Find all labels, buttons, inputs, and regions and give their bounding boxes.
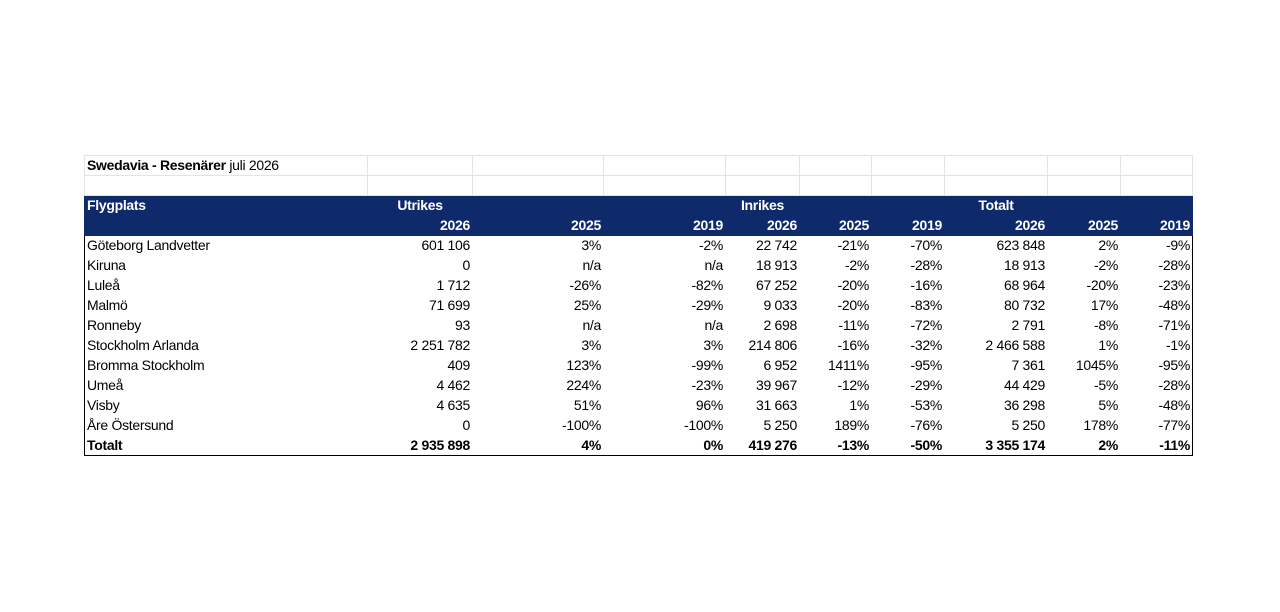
table-row <box>85 256 1193 276</box>
cell-utrikes-2026[interactable]: 4 635 <box>368 396 473 416</box>
header-utrikes-2019[interactable]: 2019 <box>604 216 726 236</box>
cell-utrikes-2019[interactable]: 0% <box>604 436 726 456</box>
cell-totalt-2025[interactable]: 2% <box>1048 436 1121 456</box>
cell-inrikes-2026[interactable]: 9 033 <box>726 296 800 316</box>
header-utrikes-2026[interactable]: 2026 <box>368 216 473 236</box>
title-bold: Swedavia - Resenärer <box>87 157 226 173</box>
header-totalt[interactable]: Totalt <box>945 196 1048 216</box>
cell-inrikes-2019[interactable]: -76% <box>910 417 942 433</box>
cell-inrikes-2026[interactable]: 419 276 <box>726 436 800 456</box>
cell-utrikes-2025[interactable]: 25% <box>573 297 601 313</box>
cell-inrikes-2019[interactable]: -32% <box>872 336 945 356</box>
cell-airport-name[interactable]: Stockholm Arlanda <box>85 336 368 356</box>
cell-airport-name[interactable]: Malmö <box>85 296 368 316</box>
cell-utrikes-2025[interactable]: 51% <box>573 397 601 413</box>
cell-inrikes-2019[interactable]: -72% <box>910 317 942 333</box>
cell-inrikes-2025[interactable]: -11% <box>838 317 869 333</box>
header-utrikes-2025[interactable]: 2025 <box>473 216 604 236</box>
cell-inrikes-2025[interactable]: -21% <box>837 237 869 253</box>
cell-utrikes-2019[interactable]: n/a <box>704 317 723 333</box>
cell-utrikes-2019[interactable]: -82% <box>691 277 723 293</box>
blank-row <box>85 176 1193 196</box>
cell-totalt-2026[interactable]: 68 964 <box>945 276 1048 296</box>
table-row <box>85 276 1193 296</box>
cell-totalt-2019[interactable]: -23% <box>1121 276 1193 296</box>
cell-utrikes-2025[interactable]: n/a <box>582 257 601 273</box>
cell-totalt-2026[interactable]: 623 848 <box>945 236 1048 256</box>
cell-totalt-2019[interactable]: -1% <box>1121 336 1193 356</box>
cell-inrikes-2025[interactable]: 1411% <box>827 357 869 373</box>
cell-utrikes-2025[interactable]: -26% <box>569 277 601 293</box>
passenger-table <box>84 155 1193 456</box>
table-row <box>85 336 1193 356</box>
cell-totalt-2019[interactable]: -9% <box>1121 236 1193 256</box>
cell-utrikes-2025[interactable]: 4% <box>473 436 604 456</box>
cell-utrikes-2026[interactable]: 601 106 <box>368 236 473 256</box>
table-row <box>85 296 1193 316</box>
cell-inrikes-2025[interactable]: -16% <box>800 336 872 356</box>
cell-utrikes-2025[interactable]: 3% <box>473 336 604 356</box>
cell-totalt-2019[interactable]: -48% <box>1121 396 1193 416</box>
total-row <box>85 436 1193 456</box>
cell-totalt-2026[interactable]: 44 429 <box>945 376 1048 396</box>
cell-inrikes-2026[interactable]: 39 967 <box>726 376 800 396</box>
cell-utrikes-2025[interactable]: 123% <box>566 357 601 373</box>
cell-inrikes-2026[interactable]: 18 913 <box>726 256 800 276</box>
header-airport[interactable]: Flygplats <box>85 196 368 216</box>
cell-inrikes-2025[interactable]: -2% <box>845 257 869 273</box>
cell-inrikes-2025[interactable]: -20% <box>837 277 869 293</box>
cell-utrikes-2019[interactable]: -99% <box>691 357 723 373</box>
cell-totalt-2025[interactable]: -20% <box>1086 277 1118 293</box>
cell-utrikes-2019[interactable]: -2% <box>699 237 723 253</box>
cell-utrikes-2019[interactable]: 3% <box>604 336 726 356</box>
cell-inrikes-2026[interactable]: 6 952 <box>726 356 800 376</box>
cell-utrikes-2026[interactable]: 93 <box>368 316 473 336</box>
cell-totalt-2026[interactable]: 2 791 <box>945 316 1048 336</box>
cell-utrikes-2026[interactable]: 0 <box>368 416 473 436</box>
cell-totalt-2026[interactable]: 36 298 <box>945 396 1048 416</box>
cell-totalt-2025[interactable]: 5% <box>1098 397 1118 413</box>
cell-inrikes-2025[interactable]: -12% <box>837 377 869 393</box>
cell-totalt-2026[interactable]: 5 250 <box>945 416 1048 436</box>
cell-inrikes-2019[interactable]: -53% <box>910 397 942 413</box>
cell-airport-name[interactable]: Åre Östersund <box>85 416 368 436</box>
table-row <box>85 376 1193 396</box>
cell-utrikes-2026[interactable]: 409 <box>368 356 473 376</box>
cell-totalt-2026[interactable]: 18 913 <box>945 256 1048 276</box>
cell-airport-name[interactable]: Luleå <box>85 276 368 296</box>
table-row <box>85 316 1193 336</box>
header-inrikes-2025[interactable]: 2025 <box>800 216 872 236</box>
cell-inrikes-2026[interactable]: 214 806 <box>726 336 800 356</box>
cell-inrikes-2026[interactable]: 31 663 <box>726 396 800 416</box>
cell-airport-name[interactable]: Bromma Stockholm <box>85 356 368 376</box>
header-row-2 <box>85 216 1193 236</box>
cell-inrikes-2025[interactable]: -20% <box>837 297 869 313</box>
cell-utrikes-2026[interactable]: 2 935 898 <box>368 436 473 456</box>
cell-inrikes-2019[interactable]: -83% <box>910 297 942 313</box>
cell-airport-name[interactable]: Ronneby <box>85 316 368 336</box>
cell-totalt-2019[interactable]: -11% <box>1121 436 1193 456</box>
cell-airport-name[interactable]: Göteborg Landvetter <box>85 236 368 256</box>
cell-totalt-2025[interactable]: -5% <box>1094 377 1118 393</box>
cell-utrikes-2019[interactable]: n/a <box>704 257 723 273</box>
header-inrikes-2019[interactable]: 2019 <box>872 216 945 236</box>
header-row-1 <box>85 196 1193 216</box>
cell-utrikes-2019[interactable]: -23% <box>691 377 723 393</box>
header-totalt-2026[interactable]: 2026 <box>945 216 1048 236</box>
cell-utrikes-2025[interactable]: 224% <box>566 377 601 393</box>
cell-utrikes-2026[interactable]: 4 462 <box>368 376 473 396</box>
cell-utrikes-2026[interactable]: 1 712 <box>368 276 473 296</box>
table-row <box>85 356 1193 376</box>
header-utrikes[interactable]: Utrikes <box>368 196 473 216</box>
cell-utrikes-2025[interactable]: 3% <box>581 237 601 253</box>
cell-utrikes-2026[interactable]: 2 251 782 <box>368 336 473 356</box>
cell-totalt-2019[interactable]: -48% <box>1121 296 1193 316</box>
cell-utrikes-2025[interactable]: n/a <box>582 317 601 333</box>
cell-totalt-2025[interactable]: 178% <box>1083 417 1118 433</box>
sheet-title[interactable] <box>85 156 368 176</box>
cell-totalt-2025[interactable]: 17% <box>1090 297 1118 313</box>
cell-inrikes-2026[interactable]: 67 252 <box>726 276 800 296</box>
cell-utrikes-2026[interactable]: 0 <box>368 256 473 276</box>
cell-utrikes-2019[interactable]: -29% <box>691 297 723 313</box>
cell-inrikes-2019[interactable]: -16% <box>910 277 942 293</box>
table-row <box>85 236 1193 256</box>
cell-totalt-2026[interactable]: 7 361 <box>945 356 1048 376</box>
cell-airport-name[interactable]: Totalt <box>85 436 368 456</box>
header-totalt-2025[interactable]: 2025 <box>1048 216 1121 236</box>
cell-inrikes-2025[interactable]: 189% <box>834 417 869 433</box>
cell-totalt-2019[interactable]: -77% <box>1121 416 1193 436</box>
cell-totalt-2026[interactable]: 2 466 588 <box>945 336 1048 356</box>
header-inrikes-2026[interactable]: 2026 <box>726 216 800 236</box>
cell-totalt-2025[interactable]: 1045% <box>1075 357 1118 373</box>
cell-inrikes-2026[interactable]: 22 742 <box>726 236 800 256</box>
cell-totalt-2019[interactable]: -28% <box>1121 376 1193 396</box>
cell-airport-name[interactable]: Umeå <box>85 376 368 396</box>
cell-totalt-2019[interactable]: -95% <box>1121 356 1193 376</box>
cell-inrikes-2025[interactable]: -13% <box>800 436 872 456</box>
header-totalt-2019[interactable]: 2019 <box>1121 216 1193 236</box>
cell-inrikes-2019[interactable]: -50% <box>872 436 945 456</box>
cell-utrikes-2019[interactable]: 96% <box>695 397 723 413</box>
cell-airport-name[interactable]: Kiruna <box>85 256 368 276</box>
cell-totalt-2019[interactable]: -28% <box>1121 256 1193 276</box>
cell-utrikes-2019[interactable]: -100% <box>684 417 723 433</box>
table-row <box>85 396 1193 416</box>
cell-totalt-2025[interactable]: 1% <box>1048 336 1121 356</box>
cell-inrikes-2019[interactable]: -95% <box>910 357 942 373</box>
cell-totalt-2025[interactable]: -2% <box>1094 257 1118 273</box>
cell-inrikes-2019[interactable]: -70% <box>910 237 942 253</box>
cell-inrikes-2025[interactable]: 1% <box>849 397 869 413</box>
cell-totalt-2026[interactable]: 3 355 174 <box>945 436 1048 456</box>
cell-utrikes-2026[interactable]: 71 699 <box>368 296 473 316</box>
cell-inrikes-2026[interactable]: 5 250 <box>726 416 800 436</box>
table-row <box>85 416 1193 436</box>
cell-airport-name[interactable]: Visby <box>85 396 368 416</box>
cell-totalt-2019[interactable]: -71% <box>1121 316 1193 336</box>
cell-utrikes-2025[interactable]: -100% <box>562 417 601 433</box>
title-row <box>85 156 1193 176</box>
cell-totalt-2026[interactable]: 80 732 <box>945 296 1048 316</box>
cell-inrikes-2026[interactable]: 2 698 <box>726 316 800 336</box>
cell-totalt-2025[interactable]: 2% <box>1098 237 1118 253</box>
cell-inrikes-2019[interactable]: -29% <box>910 377 942 393</box>
cell-totalt-2025[interactable]: -8% <box>1094 317 1118 333</box>
title-date: juli 2026 <box>229 157 279 173</box>
header-inrikes[interactable]: Inrikes <box>726 196 800 216</box>
cell-inrikes-2019[interactable]: -28% <box>910 257 942 273</box>
